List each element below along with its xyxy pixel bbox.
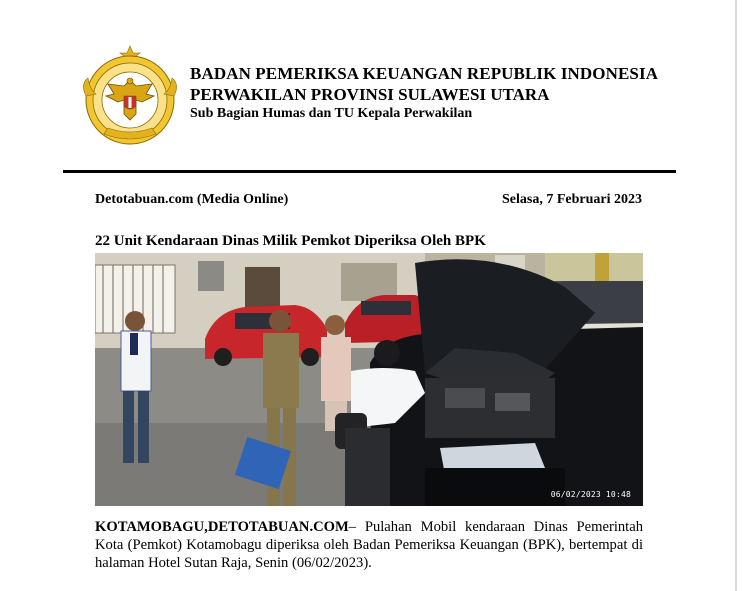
article-headline: 22 Unit Kendaraan Dinas Milik Pemkot Diperiksa Oleh BPK (95, 233, 486, 249)
organization-name: BADAN PEMERIKSA KEUANGAN REPUBLIK INDONESIA (190, 64, 659, 83)
header-divider (63, 170, 676, 173)
article-photo (95, 253, 643, 506)
organization-subdivision: Sub Bagian Humas dan TU Kepala Perwakilan (190, 106, 473, 121)
bpk-logo-emblem (78, 44, 182, 148)
article-body-text: – Pulahan Mobil kendaraan Dinas Pemerintah Kota (Pemkot) Kotamobagu diperiksa oleh Badan Pemeriksa Keuangan (BPK), bertempat di halaman Hotel Sutan Raja, Senin (06/02/2023). (95, 519, 643, 571)
publication-date: Selasa, 7 Februari 2023 (502, 192, 642, 207)
vehicle-inspection-photo (95, 253, 643, 506)
organization-branch: PERWAKILAN PROVINSI SULAWESI UTARA (190, 85, 550, 104)
media-source: Detotabuan.com (Media Online) (95, 192, 289, 207)
garuda-emblem-icon (78, 44, 182, 148)
article-body (95, 518, 643, 572)
page-edge-line (735, 0, 737, 591)
photo-timestamp: 06/02/2023 10:48 (550, 490, 631, 499)
article-dateline: KOTAMOBAGU,DETOTABUAN.COM (95, 519, 349, 535)
